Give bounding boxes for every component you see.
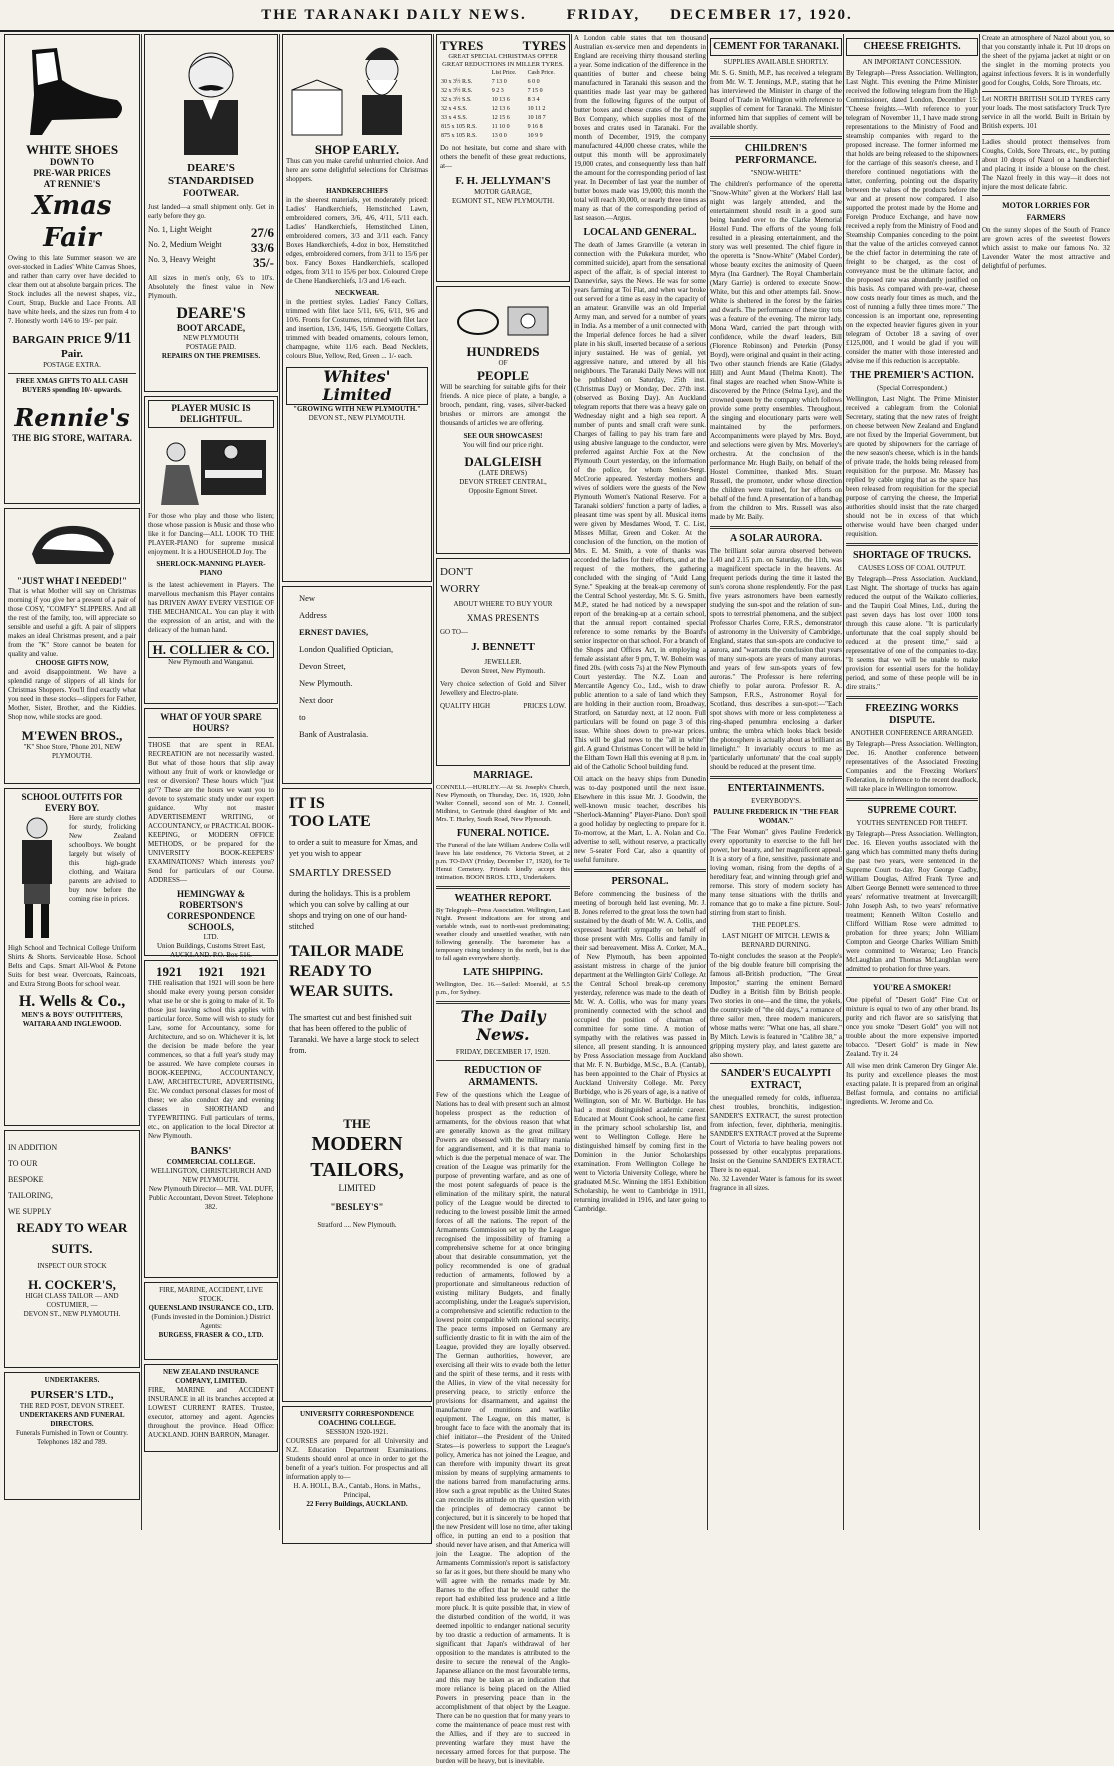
queensland-sub: (Funds invested in the Dominion.) District Agents: [151,1313,271,1330]
hemingway-body: THOSE that are spent in REAL RECREATION are not necessarily wasted. But what of those hours that slip away without any fruit of work or knowledge or rest or diversion? These hours which "just go"? These are the hours we want you to devote to systematic study under our expert guidance. Why not master ADVERTISEMENT WRITING, or ACCOUNTANCY, or PRACTICAL BOOK-KEEPING, or MODERN OFFICE METHODS, or be prepared for the UNIVERSITY BOOK-KEEPERS' EXAMINATIONS? Which interests you? Send for particulars of our Course. ADDRESS— [148,741,274,884]
deare-h3: FOOTWEAR. [183,188,239,198]
local-top: A London cable states that ten thousand Australian ex-service men and dependents in England are receiving thirty thousand sterling a year. Some indication of the difference in the quantities of butter and cheese being manufactured in Taranaki this season and the quantities made last year may be gathered from the following figures of the output of butter boxes and cheese crates of the Egmont Box Company, which supplies most of the boxes and crates used in Taranaki. For the month of December, 1919, the company manufactured 44,000 cheese crates, while the output this month will be approximately 19,000 crates, and consequently less than half the amount for the corresponding period of last year. In December of last year the number of butter boxes made was 19,000; this month the total will reach 30,000, or nearly three times as many as that of the corresponding period of last season.—Argus. [574,34,706,222]
sander-head: SANDER'S EUCALYPTI EXTRACT, [721,1068,831,1091]
marriage-notice: CONNELL—HURLEY.—At St. Joseph's Church, New Plymouth, on Thursday, Dec. 16, 1920, John Walter Connell, second son of Mr. J. Connell, Midhirst, to Gertrude (third daughter of Mr. and Mrs. T. Hurley, South Road, New Plymouth. [436,784,570,823]
slipper-illustration [22,514,122,574]
modern-name: MODERN TAILORS, [310,1133,404,1181]
bennett-name: J. BENNETT [471,641,535,653]
davies-line: ERNEST DAVIES, [299,627,369,637]
nzins-ad [144,1364,278,1452]
tyres-head-right: TYRES [522,38,566,53]
weather-report: By Telegraph—Press Association. Wellington, Last Night. Present indications are for strong and variable winds, east to north-east predominating; weather cloudy and unsettled weather, with rain following generally. The barometer has a temporary rising tendency in the north, but is due to fall again everywhere shortly. [436,907,570,962]
dalgleish-ad [436,286,570,554]
modern-addr: Stratford .... New Plymouth. [317,1221,397,1229]
column-rule [279,34,280,1530]
column-5 [574,34,706,1530]
table-row [440,87,566,96]
rennie-at: AT RENNIE'S [43,179,101,189]
entertainments-sub2: PAULINE FREDERICK IN "THE FEAR WOMAN." [713,808,839,825]
cocker-name: H. COCKER'S, [28,1277,116,1292]
ucc-addr: 22 Ferry Buildings, AUCKLAND. [306,1500,408,1508]
editorial-head: REDUCTION OF ARMAMENTS. [464,1065,542,1088]
wells-name: H. Wells & Co., [18,993,126,1010]
trucks-sub: CAUSES LOSS OF COAL OUTPUT. [858,564,966,572]
ucc-body: COURSES are prepared for all University and N.Z. Education Department Examinations. Students should enrol at once in order to get the benefit of a year's tuition. For prospectus and all information apply to— [286,1437,428,1481]
modern-tailor: TAILOR MADE READY TO WEAR SUITS. [289,943,404,1000]
masthead-date: DECEMBER 17, 1920. [670,6,853,23]
table-cell: 9 2 3 [491,88,504,94]
mcewen-ad [4,508,140,784]
deare-item-price: 33/6 [250,240,274,255]
bennett-dont: DON'T [440,566,473,578]
column-rule [571,34,572,1530]
deare-head: DEARE'S [187,162,235,174]
table-cell: 30 x 3½ R.S. [441,79,473,85]
tyres-head [440,38,566,53]
collier-body2: is the latest achievement in Players. The marvellous mechanism this Player contains has DRIVEN AWAY EVERY VESTIGE OF THE MECHANICAL. You can play it with the expression of an artist, and with the delicacy of the human hand. [148,581,274,634]
modern-tailors-ad [282,788,432,1402]
mcewen-addr: "K" Shoe Store, 'Phone 201, NEW PLYMOUTH. [23,743,121,760]
column-rule [433,34,434,1530]
ucc-ad [282,1406,432,1544]
banks-year: 1921 [156,964,182,979]
davies-line: London Qualified Optician, [299,644,394,654]
table-cell: 32 x 3½ R.S. [441,88,473,94]
cocker-inspect: INSPECT OUR STOCK [37,1262,107,1270]
personal-body: Before commencing the business of the meeting of borough held last evening, Mr. J. B. Jones referred to the great loss the town had sustained by the death of Mr. W. A. Collis, and expressed heartfelt sympathy on behalf of those present with Mrs. Collis and family in their sad bereavement. Miss A. Corker, M.A., of New Plymouth, has been appointed assistant mistress in charge of the junior department at the Wellington Girls' College. At the Central School break-up ceremony yesterday, reference was made to the death of Mr. W. A. Collis, who was for many years prominently connected with the school and occupied the position of chairman of committee for some time. A motion of sympathy with the relatives was passed in silence, all present standing. It is announced by Press Association message from Auckland that Mr. F. N. Burbidge, M.Sc., B.A. (Cantab), has been appointed to the Chair of Physics at Auckland University College. Mr. Percy Burbidge, who is 26 years of age, is a native of Wellington, son of Mr. W. Burbidge. He has had a most distinguished academic career. Educated at Mount Cook school, he came first in the primary school scholarship list, and went to Wellington College. Here he distinguished himself by coming first in the Dominion in the Junior Scholarships examination. From Wellington College he went to Victoria University College, where he graduated M.Sc. Winning the 1851 Exhibition Scholarship, he went to Cambridge in 1911, returning invalided in 1916, and later going to Cambridge. [574,890,706,1213]
table-cell: 8 3 4 [527,97,540,103]
deare-intro: Just landed—a small shipment only. Get in early before they go. [148,203,274,220]
column-7 [846,34,978,1530]
collier-body: For those who play and those who listen; those whose passion is Music and those who like it for Dancing—ALL LOOK TO THE PLAYER-PIANO for supreme musical enjoyment. It is a HOUSEHOLD Joy. The [148,512,274,556]
purser-name: PURSER'S LTD., [30,1389,114,1401]
table-row [440,96,566,105]
table-row [440,105,566,114]
tyres-addr: EGMONT ST., NEW PLYMOUTH. [452,197,554,205]
davies-ad [282,586,432,784]
piano-illustration [151,430,271,510]
rennie-name: Rennie's [14,403,130,432]
whites-head: SHOP EARLY. [314,142,400,157]
bennett-quality-row [440,702,566,711]
wells-ad [4,788,140,1126]
modern-h1: IT IS [289,795,325,812]
cocker-line: TO OUR [8,1159,38,1168]
premier-sub: (Special Correspondent.) [877,384,947,392]
banks-director: New Plymouth Director— MR. VAL DUFF, Public Accountant, Devon Street. Telephone 382. [148,1185,274,1211]
peoples-sub: LAST NIGHT OF MITCH. LEWIS & BERNARD DURNING. [722,932,830,949]
table-header-cell: List Price. [491,70,517,76]
table-cell: 875 x 105 R.S. [441,133,477,139]
column-8 [982,34,1110,1530]
rennie-postage: POSTAGE EXTRA. [43,361,101,369]
queensland-ad [144,1282,278,1360]
wells-addr: WAITARA AND INGLEWOOD. [22,1020,122,1028]
nzins-body: FIRE, MARINE and ACCIDENT INSURANCE in all its branches accepted at LOWEST CURRENT RATES. Trustee, executor, attorney and agent. Agencies throughout the province. Head Office: AUCKLAND. JOHN BARRON, Manager. [148,1386,274,1439]
dalgleish-see: SEE OUR SHOWCASES! [463,432,543,440]
ladies-body: Ladies should protect themselves from Coughs, Colds, Sore Throats, etc., by putting about 10 drops of Nazol on a handkerchief and placing it inside a blouse on the chest. The Nazol freely in this way—it does not injure the most delicate fabric. [982,138,1110,191]
cocker-line: IN ADDITION [8,1143,58,1152]
bennett-about: ABOUT WHERE TO BUY YOUR [453,600,553,608]
collier-brand: SHERLOCK-MANNING PLAYER-PIANO [156,560,266,577]
personal-head: PERSONAL. [611,876,669,887]
bennett-jeweller: JEWELLER. [484,658,522,666]
whites-intro: Thus can you make careful unhurried choice. And here are some delightful selections for Christmas shoppers. [286,157,428,183]
banks-year: 1921 [198,964,224,979]
deare-addr: NEW PLYMOUTH [183,334,239,342]
tyres-sub: GREAT SPECIAL CHRISTMAS OFFER GREAT REDUCTIONS IN MILLER TYRES. [442,53,564,68]
cheese-sub: AN IMPORTANT CONCESSION. [862,58,962,66]
table-header-cell [440,69,491,78]
table-cell: 11 10 0 [491,124,510,130]
table-cell: 815 x 105 R.S. [441,124,477,130]
whites-name: Whites' Limited [286,367,428,405]
deare-ad [144,34,278,392]
mcewen-body: That is what Mother will say on Christmas morning if you give her a present of a pair of those COSY, "COMFY" SLIPPERS. And all the rest of the family, too, will appreciate so sensible and useful a gift. A pair of slippers makes an ideal Christmas present, and a pair from the "K" Store cannot be beaten for quality and value. [8,587,136,658]
weather-head: WEATHER REPORT. [454,893,552,904]
davies-line: to [299,712,306,722]
children-sub: "SNOW-WHITE" [750,169,802,177]
masthead-day: FRIDAY, [566,6,641,23]
freezing-sub: ANOTHER CONFERENCE ARRANGED. [850,729,974,737]
jewellery-illustration [448,292,558,342]
dalgleish-of: OF [498,359,508,367]
bennett-body: Very choice selection of Gold and Silver Jewellery and Electro-plate. [440,680,566,697]
deare-sizes: All sizes in men's only, 6's to 10's. Absolutely the finest value in New Plymouth. [148,274,274,300]
mcewen-name: M'EWEN BROS., [21,728,123,743]
banks-sub: COMMERCIAL COLLEGE. [166,1158,256,1166]
column-6 [710,34,842,1530]
masthead-title: THE TARANAKI DAILY NEWS. [261,6,527,23]
column-1 [4,34,140,1530]
column-rule [979,34,980,1530]
queensland-top: FIRE, MARINE, ACCIDENT, LIVE STOCK. [159,1286,263,1303]
collier-head: PLAYER MUSIC IS DELIGHTFUL. [148,400,274,428]
dalgleish-h2: PEOPLE [476,368,529,383]
bennett-goto: GO TO— [440,628,468,636]
davies-line: Bank of Australasia. [299,729,369,739]
dalgleish-addr: DEVON STREET CENTRAL, [459,478,547,486]
dalgleish-h1: HUNDREDS [466,344,540,359]
cocker-lines [8,1140,136,1220]
funeral-head: FUNERAL NOTICE. [456,828,550,839]
banks-ad [144,960,278,1278]
hemingway-head: WHAT OF YOUR SPARE HOURS? [160,712,262,733]
queensland-agents: BURGESS, FRASER & CO., LTD. [158,1331,264,1339]
davies-line: Address [299,610,327,620]
banks-name: BANKS' [190,1145,232,1157]
sander-body: the unequalled remedy for colds, influenza, chest troubles, bronchitis, indigestion. SANDER'S EXTRACT, the surest protection from infection, fever, diphtheria, meningitis. SANDER'S EXTRACT proved at the Supreme Court of Victoria to have healing powers not possessed by other eucalyptus preparations. Insist on the Genuine SANDER'S EXTRACT. There is no equal. [710,1094,842,1174]
lorries-body: On the sunny slopes of the South of France are grown acres of the sweetest flowers which assist to make our famous No. 32 Lavender Water the most attractive and delightful of perfumes. [982,226,1110,270]
collier-name: H. COLLIER & CO. [148,641,274,658]
whites-slogan: "GROWING WITH NEW PLYMOUTH." [293,405,421,413]
table-cell: 6 0 0 [527,79,540,85]
aurora-head: A SOLAR AURORA. [730,533,822,544]
freezing-head: FREEZING WORKS DISPUTE. [865,703,959,726]
rennie-prewar: PRE-WAR PRICES [33,168,111,178]
ucc-head: UNIVERSITY CORRESPONDENCE COACHING COLLEGE. [300,1410,414,1427]
column-2 [144,34,278,1530]
local-body2: Oil attack on the heavy ships from Dunedin was to-day postponed until the next issue. Elsewhere in this issue Mr. J. Goodwin, the well-known music teacher, describes his "Sherlock-Manning" Player-Piano. Don't spoil a good holiday by neglecting to prepare for it. To-morrow, at the Mart, L. A. Nolan and Co. advertise to sell, without reserve, a practically new 5-seater Ford Car, also a quantity of useful furniture. [574,775,706,864]
local-head: LOCAL AND GENERAL. [583,227,697,238]
cement-sub: SUPPLIES AVAILABLE SHORTLY. [723,58,829,66]
table-cell: 13 0 0 [491,133,507,139]
table-cell: 12 13 6 [491,106,510,112]
cocker-sub: HIGH CLASS TAILOR — AND COSTUMIER, — [25,1292,119,1309]
dalgleish-body: Will be searching for suitable gifts for their friends. A nice piece of plate, a bangle, a brooch, pendant, ring, vases, silver-backed brushes or mirrors are amongst the thousands of articles we are offering. [440,383,566,427]
court-body: By Telegraph—Press Association. Wellington, Dec. 16. Eleven youths associated with the gang which has committed many thefts during the past two years, were sentenced in the Supreme Court to-day. Roy George Cadby, William Douglas, Alfred Frank Tyree and Albert George Bennett were sentenced to three years' reformative treatment at Invercargill; John Joseph Ash, to two years' reformative treatment; Kenneth Wilton Costello and Clifford William Rose were admitted to probation for three years; John William Compton and George Charles William Smith were committed to Weraroa; Leo Francis McLaughlan and Thomas McLaughlan were admitted to probation for three years. [846,830,978,973]
table-cell: 10 13 6 [491,97,510,103]
table-cell: 9 16 8 [527,124,543,130]
cheese-head: CHEESE FREIGHTS. [846,38,978,56]
tyres-name: F. H. JELLYMAN'S [455,175,551,187]
wells-body: Here are sturdy clothes for sturdy, frolicking New Zealand schoolboys. We bought largely but wisely of this high-grade clothing, and Waitara parents are advised to buy now before the coming rise in prices. [69,814,136,903]
davies-line: Next door [299,695,334,705]
freezing-body: By Telegraph—Press Association. Wellington, Dec. 16. Another conference between representatives of the Associated Freezing Companies and the Freezing Workers' Federation, in reference to the recent deadlock, will take place in Wellington tomorrow. [846,740,978,793]
peoples-head: THE PEOPLE'S. [752,921,800,929]
children-body: The children's performance of the operetta "Snow-White" given at the Workers' Hall last night was largely attended, and the entertainment should result in a good sum being handed over to the Clarke Memorial Hostel Fund. The efforts of the young folk resulted in a pleasing entertainment, and the story was well presented. The chief figure in the operetta is "Snow-White" (Mabel Corder), whose beauty excites the animosity of Queen Myra (Ina Gardner). The Royal Chamberlain (Mary Garrie) is ordered to execute Snow-White, but this and other attempts fail. Snow-White is sheltered in the forest by the fairies and dwarfs. The performance of these tiny tots was a feature of the evening. The mirror lady, Mona Ward, carried the part through with confidence, while the dwarf leaders, Bill (Florence Robinson) and Peterkin (Ponsy Boyd), were original and quaint in their acting. Two other staunch friends are Katie (Gladys Hill) and Aunt Maud (Thelma Knott). The final stages are reached when Snow-White is discovered by the Prince (Selma Lye), and the crowned queen by the company which follows provide some pretty ensembles. Throughout, the singing and elocutionary parts were well maintained by the performers. Accompaniments were played by Mrs. Boyd, and selections were given by Mrs. Moverley's orchestra. At the conclusion of the performance Mr. Hugh Baily, on behalf of the Hostel Committee, thanked Mrs. Stuart Russell, the promoter, under whose direction the children were trained, for her efforts on behalf of the fund. A presentation of a handbag from the children to Mrs. Russell was also made by Mr. Baily. [710,180,842,521]
rennie-store: THE BIG STORE, WAITARA. [12,433,132,443]
cocker-addr: DEVON ST., NEW PLYMOUTH. [23,1310,121,1318]
table-cell: 7 13 0 [491,79,507,85]
table-row [440,132,566,141]
collier-ad [144,396,278,704]
children-head: CHILDREN'S PERFORMANCE. [735,143,817,166]
table-cell: 12 15 6 [491,115,510,121]
purser-sub: UNDERTAKERS AND FUNERAL DIRECTORS. [19,1411,125,1428]
rennie-down: DOWN TO [50,157,94,167]
bennett-ad [436,558,570,766]
deare-name: DEARE'S [176,305,246,322]
nzins-name: NEW ZEALAND INSURANCE COMPANY, LIMITED. [163,1368,259,1385]
deare-item-label: No. 1, Light Weight [148,225,212,234]
whites-ad [282,34,432,582]
wells-list: High School and Technical College Uniform Shirts & Shorts. Serviceable Hose. School Belts and Caps. Smart All-Wool & Petone Suits for best wear. Overcoats, Raincoats, and Extra Strong Boots for school wear. [8,944,136,988]
deare-item-label: No. 2, Medium Weight [148,240,222,249]
table-cell: 10 11 2 [527,106,546,112]
masthead [0,0,1114,32]
cocker-line: TAILORING, [8,1191,53,1200]
modern-body2: during the holidays. This is a problem which you can solve by calling at our shops and trying on one of our hand-stitched [289,889,411,931]
mcewen-head: "JUST WHAT I NEEDED!" [16,576,128,586]
deare-item [148,255,274,270]
court-head: SUPREME COURT. [867,805,957,816]
table-row [440,114,566,123]
tyres-foot: Do not hesitate, but come and share with others the benefit of these great reductions, at— [440,144,566,170]
entertainments-body: "The Fear Woman" gives Pauline Frederick every opportunity to exercise to the full her power, her beauty, and her magnificent appeal. It is a story of a fine, sensitive, passionate and loving woman, rising from the depths of a hereditary fear, and winning through grief and remorse. This story of modern society has many tense situations with the thrills and romance that go to make a fine picture. Soul-stirring from start to finish. [710,828,842,917]
mcewen-body2: and avoid disappointment. We have a splendid range of slippers of all kinds for Christmas Shoppers. You'll find exactly what you need in these stocks—slippers for Father, Mother, Sister, Brother, and the Kiddies. Shop now, while stocks are good. [8,668,136,721]
table-cell: 32 x 4 S.S. [441,106,468,112]
shipping-notice: Wellington, Dec. 16.—Sailed: Moerakl, at 5.5 p.m., for Sydney. [436,981,570,996]
deare-item-label: No. 3, Heavy Weight [148,255,216,264]
schoolboy-illustration [8,814,66,944]
table-header [440,69,566,78]
rennie-body: Owing to this late Summer season we are over-stocked in Ladies' White Canvas Shoes, and rather than carry over have decided to clear them out at absolute bargain prices. The Stock includes all the newest shapes, viz., Court, Strap, Buckle and Lace Fronts. All have white heels, and the sizes run from 4 to 7. Honestly worth 14/6 to 19/- per pair. [8,254,136,325]
jellyman-ad [436,34,570,282]
table-cell: 32 x 3½ S.S. [441,97,472,103]
hemingway-name: HEMINGWAY & ROBERTSON'S CORRESPONDENCE SCHOOLS, [166,889,255,932]
rennie-gifts: FREE XMAS GIFTS TO ALL CASH BUYERS spending 10/- upwards. [16,377,128,394]
deare-item-price: 35/- [253,255,274,270]
purser-head: UNDERTAKERS. [44,1376,100,1384]
hemingway-addr: Union Buildings, Customs Street East, AUCKLAND. P.O. Box 516. [156,942,266,959]
wells-head: SCHOOL OUTFITS FOR EVERY BOY. [21,792,123,813]
funeral-notice: The Funeral of the late William Andrew Colla will leave his late residence, 76 Victoria Street, at 2 p.m. TO-DAY (Friday, December 17, 1920), for Te Henui Cemetery. Friends kindly accept this intimation. BOON BROS. LTD., Undertakers. [436,842,570,881]
modern-h2: TOO LATE [289,813,371,830]
editorial-title: The Daily News. [460,1007,546,1044]
table-cell: 7 15 0 [527,88,543,94]
banks-year: 1921 [240,964,266,979]
deare-item [148,240,274,255]
davies-line: New [299,593,316,603]
court-sub: YOUTHS SENTENCED FOR THEFT. [856,819,968,827]
solid-tyres-body: Let NORTH BRITISH SOLID TYRES carry your loads. The most satisfactory Truck Tyre service in all the world. Built in Britain by British experts. 101 [982,95,1110,130]
marriage-head: MARRIAGE. [473,770,533,781]
modern-body: to order a suit to measure for Xmas, and yet you wish to appear [289,838,418,858]
ucc-name: H. A. HOLL, B.A., Cantab., Hons. in Maths., Principal, [293,1482,421,1499]
local-body: The death of James Granville (a veteran in connection with the Pukekura murder, who committed suicide), apart from the sensational aspect of the affair, is of special interest to Dannevirke, says the News. He was for some years farming at Toi Flat, and when war broke out served for a time as easy in the capacity of an amateur. Granville was an old Imperial Army man, and served for a number of years in India. As a member of a unit connected with the Imperial defence forces he had a silver plate in his skull, inserted because of a serious injury sustained. He was of genial, yet aggressive nature, and uttered by all his neighbours. The Taranaki Daily News will not be published on Saturday, 25th inst. (Christmas Day) or Monday, Dec. 27th inst. (observed as Boxing Day). An Auckland telegram reports that there was a heavy gale on Wednesday night and a high sea report. A number of punts and small craft were sunk. Charges of failing to pay his tram fare and using abusive language to the conductor, were preferred against Archie Fox at the New Plymouth Court yesterday, on the information of the police, for whom Senior-Sergt. McCrorie appeared. Yesterday mothers and wives of soldiers were the guests of the New Plymouth Women's National Reserve. For a Taranaki soldiers' function a party of ladies, a pleasant time was spent by all. Musical items were given by Mesdames Wood, T. C. List, Misses Millar, Green and Coker. At the conclusion of the function, on the motion of Mrs. E. M. Smith, a vote of thanks was accorded the ladies for their efforts, and at the request of the mothers, the gathering concluded with the singing of "Auld Lang Syne." Speaking at the break-up ceremony of the Central School yesterday, Mr. S. G. Smith, M.P., stated he had noticed by a newspaper report of the breaking-up at a certain school, that the annual report contained special reference to some remarks by the Board's senior inspector on that school. For a branch of the Shops and Offices Act, in employing a female assistant after 9 pm, T. W. Boheim was fined 20s. (with costs 7s) at the New Plymouth Court yesterday. The N.Z. Loan and Mercantile Agency Co., Ltd., wish to draw public attention to a sale of land which they are holding in their auction room, Broadway, Stratford, on Saturday next, at 12 noon. Full particulars will be found on page 3 of this issue. White shoes down to pre-war prices. This will be glad news to the "all in white" girl. A grand Christmas Concert will be held in the Eltham Town Hall this evening at 8 p.m. in aid of the Catholic School building fund. [574,241,706,771]
wells-sub: MEN'S & BOYS' OUTFITTERS, [21,1011,123,1019]
cocker-ready: READY TO WEAR [16,1220,128,1235]
dalgleish-find: You will find our price right. [462,441,544,449]
purser-addr: THE RED POST, DEVON STREET. [19,1402,125,1410]
cheese-body: By Telegraph—Press Association. Wellington, Last Night. This evening the Prime Minister received the following telegram from the High Commissioner, dated London, December 15: "Cheese freights.—With reference to your telegram of November 11, I have made strong representations to the Ministry of Food and steamship companies with regard to the proposed increase. The former informed me that holds are being released to the shipowners for the carriage of this season's cheese, and I therefore continued negotiations with the latter, conferring, pointing out the disparity between the values of the products before the war and at present now compared. I also supported the protest made by the Home and Foreign Produce Exchange, and have now received a reply from the Ministry of Food and Steamship Companies conceding to the point that the value of the articles conveyed cannot be the chief factor in determining the rate of freight to be charged, as the cost of conveyance must be the ultimate factor, and the proposed rate was abundantly justified on this basis. As compared with pre-war, cheese now costs nearly four times as much, and the cost of running a fully three times more." The concession is an important one, representing on the expected heavier figures given in your telegram of October 18 a saving of over £125,000, and I would be glad if you will consider the matter with those interested and advise me if this reduction is acceptable. [846,69,978,365]
table-header-cell: Cash Price. [527,70,555,76]
tyres-head-left: TYRES [440,38,484,53]
whites-body: in the sheerest materials, yet moderately priced: Ladies' Handkerchiefs, Hemstitched Lawn, embroidered corners, 3/6, 4/6, 4/11, 5/11 each. Ladies' Handkerchiefs, Hemstitched Linen, embroidered corners, 3/3 and 3/11 each. Fancy Boxes Handkerchiefs, 4-doz in box, Hemstitched edges, embroidered corners, from 3/11 to 15/6 per box. Fancy Boxes Handkerchiefs, scalloped edges, from 3/11 to 15/6 per box. Coloured Crepe de Chene Handkerchiefs, 1/3 and 1/6 each. [286,196,428,285]
bargain-price: 9/11 [104,330,132,347]
cocker-line: BESPOKE [8,1175,44,1184]
table-row [440,78,566,87]
whites-body2: in the prettiest styles. Ladies' Fancy Collars, trimmed with filet lace 5/11, 6/6, 6/11, 9/6 and 10/6. Fronts for Costumes, trimmed with filet lace and insertion, 13/6, 14/6, 15/6. Georgette Collars, trimmed with beaded ornaments, colours lemon, champagne, white 11/6 each. Bead Necklets, colours Blue, Yellow, Red, Green ... 1/- each. [286,298,428,360]
gentleman-illustration [156,40,266,160]
deare-item [148,225,274,240]
table-cell: 33 x 4 S.S. [441,115,468,121]
smoker-body: One pipeful of "Desert Gold" Fine Cut or mixture is equal to two of any other brand. Its purity and rich flavor are so satisfying that once you smoke "Desert Gold" you will not trouble about the more expensive imported tobacco. "Desert Gold" is made in New Zealand. Try it. 24 [846,996,978,1058]
bennett-quality: QUALITY HIGH [440,702,491,710]
banks-years [148,964,274,979]
modern-ltd: LIMITED [338,1183,376,1193]
shipping-head: LATE SHIPPING. [463,967,543,978]
column-4 [436,34,570,1765]
rennie-shoes: WHITE SHOES [25,142,119,157]
column-rule [141,34,142,1530]
lorries-head: MOTOR LORRIES FOR FARMERS [1002,201,1090,222]
cocker-line: WE SUPPLY [8,1207,52,1216]
purser-foot: Funerals Furnished in Town or Country. Telephones 182 and 789. [15,1429,129,1446]
rennie-ad [4,34,140,504]
whites-addr: DEVON ST., NEW PLYMOUTH. [308,414,406,422]
trucks-head: SHORTAGE OF TRUCKS. [852,550,972,561]
hemingway-ltd: LTD. [203,933,219,941]
premier-body: Wellington, Last Night. The Prime Minister received a cablegram from the Colonial Secretary, stating that the new rates of freight on cheese between New Zealand and England are not fixed by the Imperial Government, but are quoted by shipowners for the carriage of the new season's cheese, which is in the hands of private trade, the holds being released from requisition for the purpose. Mr. Massey has replied by cable urging that as the space has been released from requisition for the special purpose of carrying the cheese, the Imperial authorities should insist that the rate charged should not be in excess of that which otherwise would have been charged under requisition. [846,395,978,538]
ucc-session: SESSION 1920-1921. [325,1428,389,1436]
modern-body3: The smartest cut and best finished suit that has been offered to the public of Taranaki. We have a large stock to select from. [289,1013,419,1055]
nazol-body: Create an atmosphere of Nazol about you, so that you constantly inhale it. Put 10 drops on the sheet of the pyjama jacket at night or on the singlet in the morning protects you against infectious fevers. It is in wonderfully good for Coughs, Colds, Sore Throats, etc. [982,34,1110,87]
dalgleish-name: DALGLEISH [464,454,542,469]
tyres-table [440,69,566,141]
bargain-label: BARGAIN PRICE [12,334,102,346]
rennie-fair: Xmas Fair [32,191,112,253]
aurora-body: The brilliant solar aurora observed between 1.40 and 2.15 p.m. on Saturday, the 11th, was a magnificent spectacle in the heavens. At frequent periods during the time it lasted the sun's corona shone resplendently. For the past five years astronomers have been earnestly studying the sun-spot and the relation of sun-spots to terrestrial phenomena, and the subject Professor Charles Corre, F.R.S., demonstrator of astronomy in the University of Cambridge, England, states that sun-spots are conducive to aurora, and "warrants the conclusion that years of many sun-spots are years of many auroras, and years of few sun-spots years of few auroras." The Professor is here referring chiefly to polar aurora. Professor R. A. Sampson, F.R.S., Astronomer Royal for Scotland, thus describes a sun-spot:—"Each spot shows with more or less completeness a ring-shaped penumbra enclosing a darker umbra; the umbra which looks black beside the photosphere is actually about as brilliant as limelight." It invariably occurs to me as 'particularly unfortunate' that the coal supply should be reduced at the present time. [710,547,842,771]
deare-h2: STANDARDISED [168,175,254,187]
dalgleish-late: (LATE DREWS) [478,469,528,477]
collier-addr: New Plymouth and Wanganui. [168,658,254,666]
mcewen-choose: CHOOSE GIFTS NOW, [35,659,109,667]
entertainments-head: ENTERTAINMENTS. [727,783,825,794]
premier-head: THE PREMIER'S ACTION. [850,370,974,381]
editorial-date: FRIDAY, DECEMBER 17, 1920. [455,1048,551,1056]
table-cell: 10 18 7 [527,115,546,121]
santa-illustration [287,40,427,140]
bennett-addr: Devon Street, New Plymouth. [460,667,546,675]
column-3 [282,34,432,1530]
rennie-bargain [8,330,136,361]
banks-addr: WELLINGTON, CHRISTCHURCH AND NEW PLYMOUTH. [150,1167,272,1184]
purser-ad [4,1372,140,1500]
table-cell: 10 9 9 [527,133,543,139]
deare-repairs: REPAIRS ON THE PREMISES. [161,352,261,360]
davies-line: New Plymouth. [299,678,353,688]
bennett-prices: PRICES LOW. [523,702,566,710]
dalgleish-addr2: Opposite Egmont Street. [468,487,538,495]
trucks-body: By Telegraph—Press Association. Auckland, Last Night. The shortage of trucks has again reduced the output of the Waikato collieries, and the Taupiri Coal Mines, Ltd., during the past seven days has lost over 1000 tons through this cause alone. "It is particularly unfortunate that the coal supply should be reduced at the present time," said a representative of one of the companies to-day. "It seems that we will be unable to make provision for essential users for the holiday period, and some of these people will be in dire straits." [846,575,978,691]
tyres-sub2: MOTOR GARAGE, [474,188,532,196]
bennett-worry: WORRY [440,583,481,595]
modern-the: THE [343,1116,371,1131]
bennett-xmas: XMAS PRESENTS [466,613,540,623]
ginger-ale-body: All wise men drink Cameron Dry Ginger Ale. Its purity and excellence pleases the most exacting palate. It is prepared from an original Belfast formula, and contains no artificial ingredients. W. Jerome and Co. [846,1062,978,1106]
cocker-ad [4,1130,140,1368]
sander-lavender: No. 32 Lavender Water is famous for its sweet fragrance in all sizes. [710,1175,842,1192]
editorial-body: Few of the questions which the League of Nations has to deal with present such an almost hopeless prospect as the reduction of armaments, for the obvious reason that what are generally known as the great military Powers are obsessed with the military mania for aggrandisement, and it is that mania to which is due the perpetual menace of war. The creation of the League was primarily for the purpose of preventing warfare, and as one of the most potent safeguards of peace is the elimination of the military spirit, the natural policy of the League would be directed to reducing to the lowest possible limit the armed forces of all the nations. The report of the Armaments Commission set up by the League recognised the impossibility of framing a comprehensive scheme for at once bringing about that desirable consummation, yet the policy recommended is one of gradual reduction of armaments, followed by a proportionate and simultaneous reduction of existing military Budgets, and finally accomplishing, under the League's supervision, a comprehensive and scientific reduction to the lowest point compatible with national security. The peace terms imposed on Germany are sufficiently drastic to fit in with the aim of the League, provided they are loyally observed. The German authorities, however, are exercising all their wits to evade both the letter and the spirit of these terms, and it rests with the Allies, in view of the vital necessity for preserving peace, to strictly enforce the provisions for disarmament, and against the manufacture of munitions and warlike equipment. The League, on this matter, is brought face to face with the anomaly that its chief initiator—the President of the United States—is powerless to support the League's policy, America has not joined the League, and can therefore with impunity thwart its great mission by means of supplying armaments to the nations barred from manufacturing arms. How such a great republic as the United States can reconcile its attitude on this question with the principles of democracy cannot be conjectured, but it is sincerely to be hoped that the new President will lose no time, after taking office, in putting an end to a position that should never have arisen, and that America will join the League. The adoption of the Armaments Commission's report is satisfactory so far as it goes, but there should be many who will agree with the remarks made by Mr. Barnes to the effect that he would rather the report had exhibited less prudence and a little more pluck. It is quite possible that, in view of the disturbed condition of the world, it was deemed inpolitic to endanger national security by too drastic a reduction of armaments. It is significant that Japan's withdrawal of her opposition to the mandates is attributed to the desire to secure the renewal of the Anglo-Japanese alliance on the most favourable terms, and this may be taken as an indication that more reliance is being placed on the Allied Powers in preserving peace than in the accomplishment of that object by the League. There can be no question that for many years to come the maintenance of peace must rest with the Allies, and if they are to succeed in preventing warfare they must have the necessary armed forces for that purpose. The burden will be heavy, but is inevitable. [436,1091,570,1765]
cement-body: Mr. S. G. Smith, M.P., has received a telegram from Mr. W. T. Jennings, M.P., stating that he has interviewed the Minister in charge of the Board of Trade in Wellington with reference to supplies of cement for Taranaki. The Minister informed him that supplies of cement will be available shortly. [710,69,842,131]
modern-besley: "BESLEY'S" [330,1202,384,1212]
smoker-head: YOU'RE A SMOKER! [872,983,952,992]
bargain-unit: Pair. [61,348,83,360]
deare-postage: POSTAGE PAID. [185,343,237,351]
entertainments-sub: EVERYBODY'S. [751,797,801,805]
modern-smart: SMARTLY DRESSED [289,867,392,879]
table-row [440,123,566,132]
hemingway-ad [144,708,278,959]
deare-item-price: 27/6 [250,225,274,240]
deare-arcade: BOOT ARCADE, [176,323,246,333]
whites-neck: NECKWEAR. [335,289,379,297]
column-rule [843,34,844,1530]
column-rule [707,34,708,1530]
banks-body: THE realisation that 1921 will soon be here should make every young person consider what use he or she is going to make of it. To those just leaving school this applies with particular force. Some will wish to study for Law, some for Accountancy, some for Architecture, and so on. Whichever it is, let the decision be made before the year commences, so that a full year's study may be assured. We have complete courses in BOOK-KEEPING, ACCOUNTANCY, LAW, ARCHITECTURE, ADVERTISING, Etc. We conduct personal classes for most of these; we also conduct day and evening classes in SHORTHAND and TYPEWRITING. Full particulars of terms, etc., on application to the local Director at New Plymouth. [148,979,274,1140]
cocker-suits: SUITS. [51,1241,93,1256]
cement-head: CEMENT FOR TARANAKI. [710,38,842,56]
entertainments-body2: To-night concludes the season at the People's of the big double feature bill comprising the famous all-British production, "The Great Impostor," starring the eminent Bernard Dudley in a British film by British people. Two stories in one—and the time, the yokels, the countryside of "the old days," a romance of three sailor men, three modern manicurers, whose maths were: "What one has, all share." By Mitch. Lewis is featured in "Calibre 38," a gripping mystery play, and latest gazette are also shown. [710,952,842,1059]
whites-hanks: HANDKERCHIEFS [326,187,388,195]
shoe-illustration [12,40,132,140]
davies-line: Devon Street, [299,661,346,671]
queensland-name: QUEENSLAND INSURANCE CO., LTD. [148,1304,274,1312]
